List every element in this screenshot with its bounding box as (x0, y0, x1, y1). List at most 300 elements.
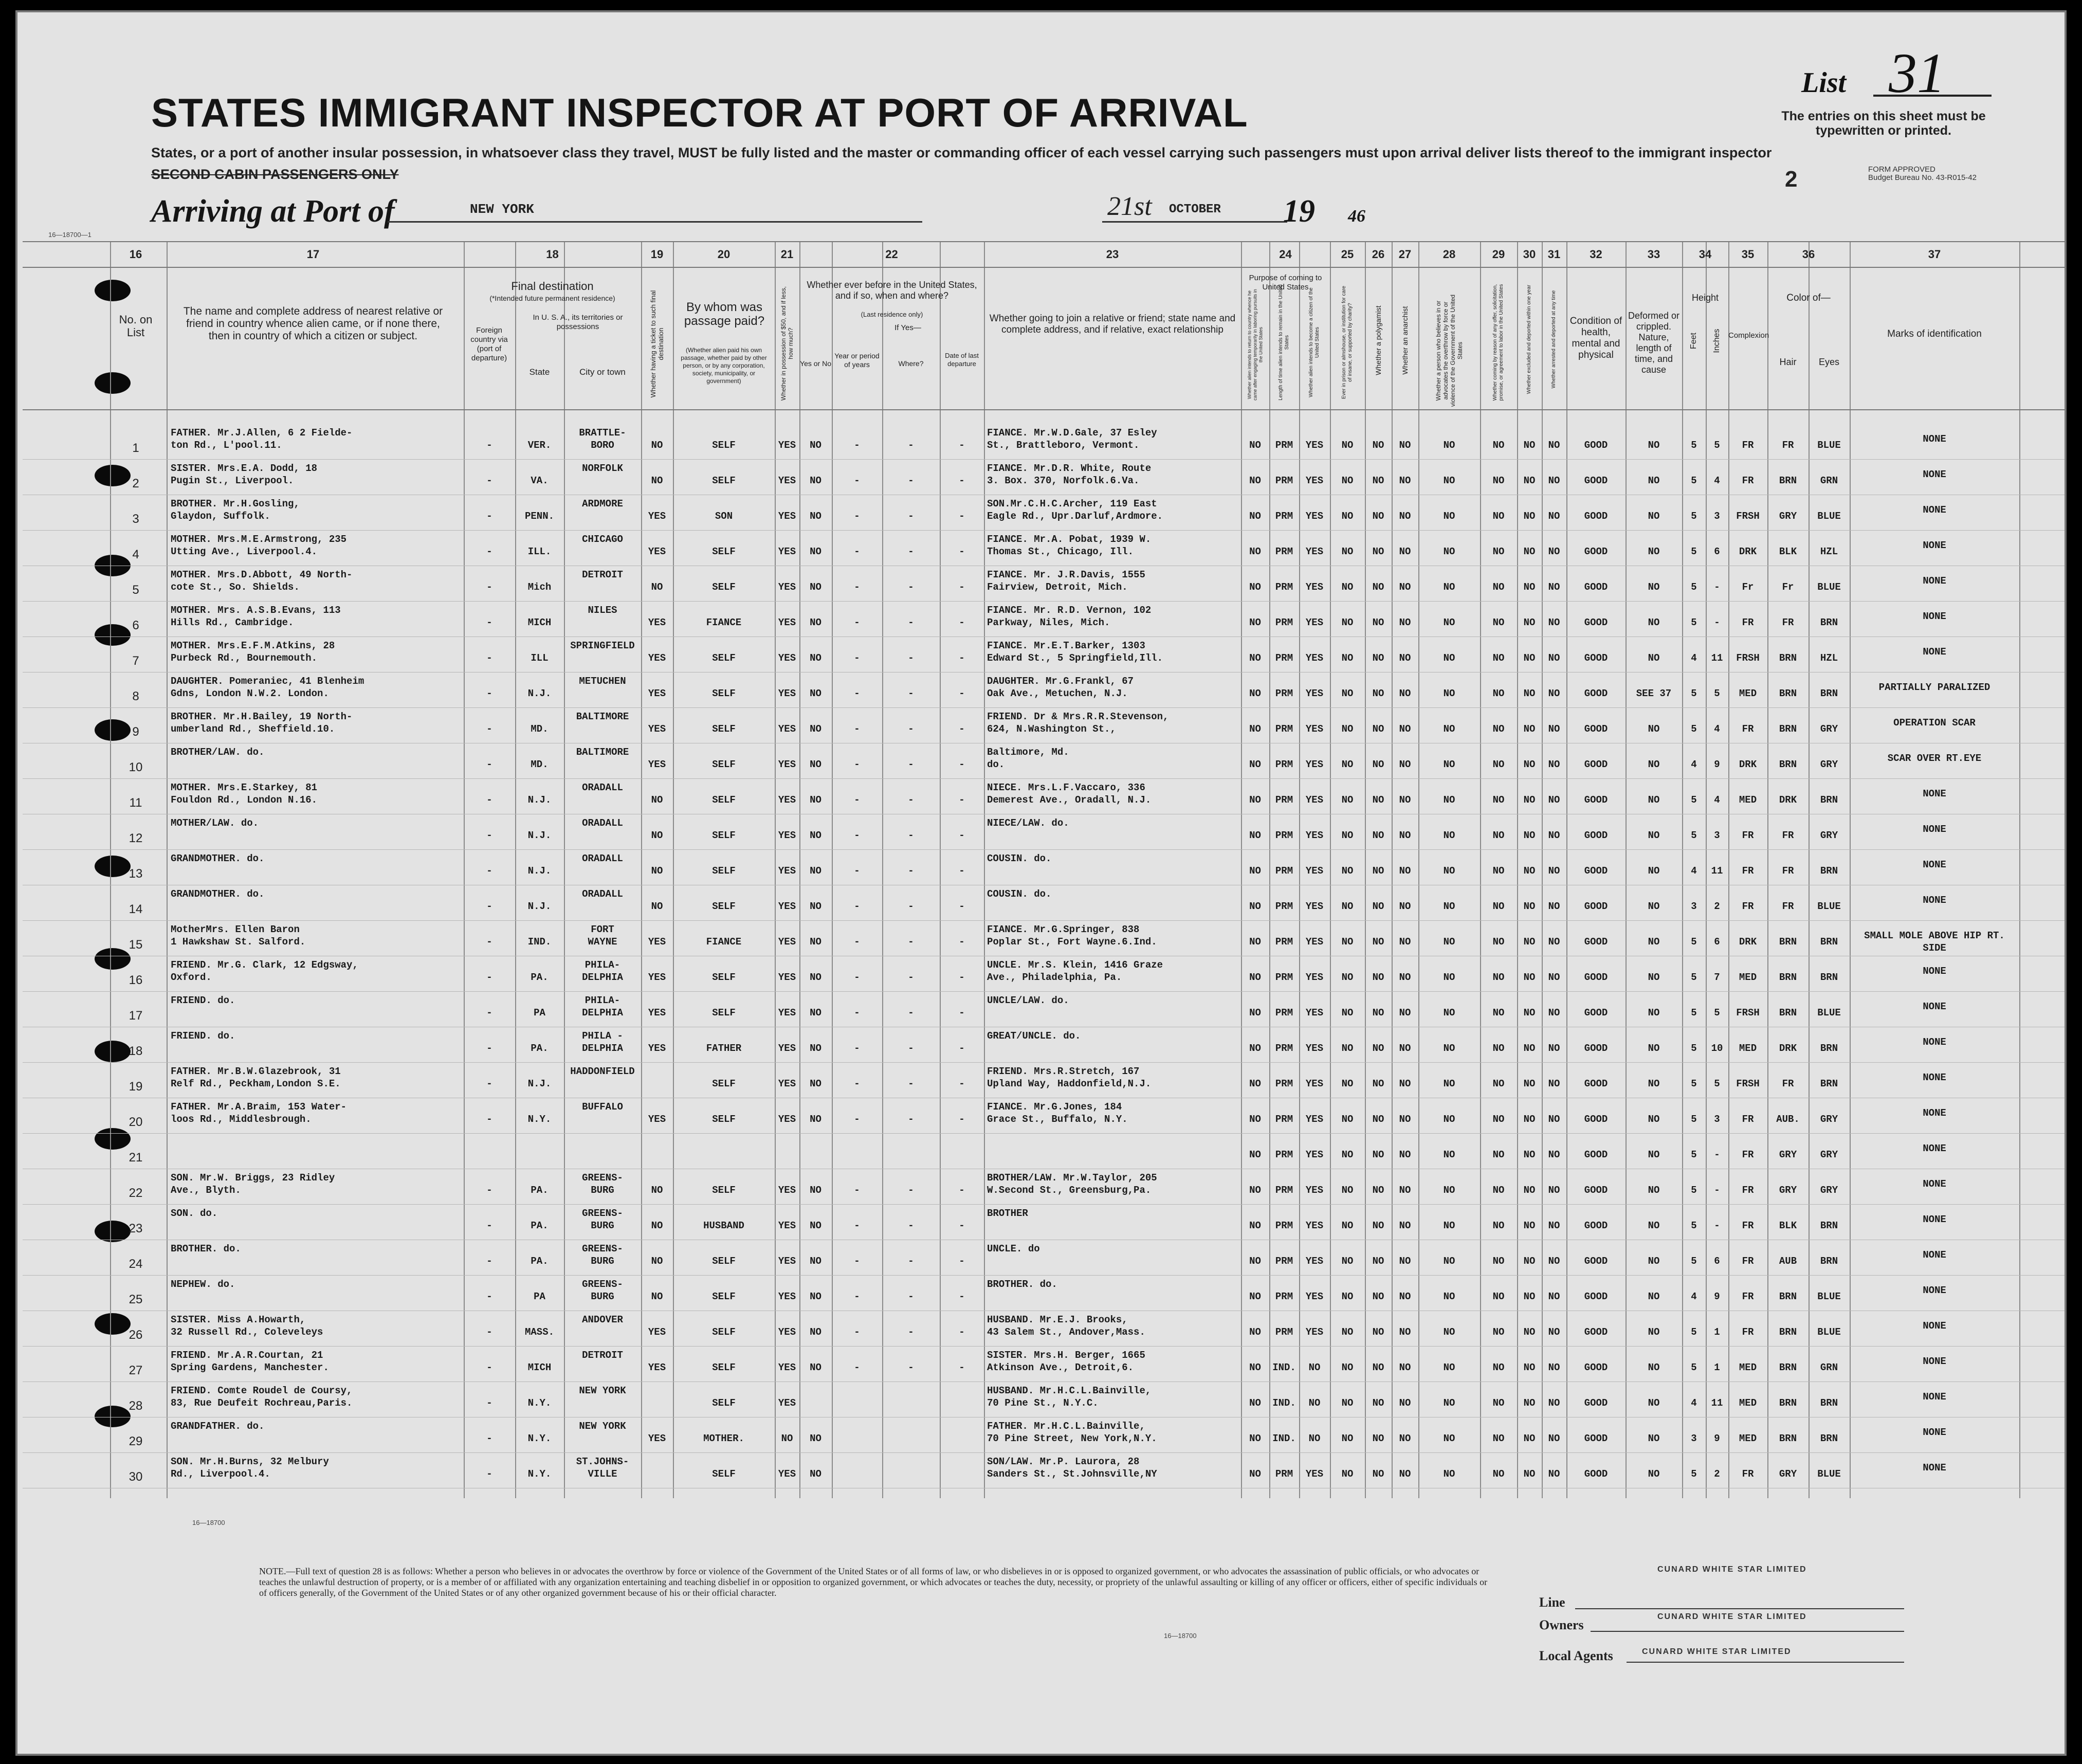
cell-p3: YES (1305, 865, 1324, 877)
cell-marks: NONE (1923, 540, 1946, 551)
cell-health: GOOD (1584, 1078, 1608, 1089)
cell-p3: YES (1305, 901, 1324, 912)
cell-hair: FR (1782, 830, 1794, 841)
cell-q25: NO (1341, 581, 1354, 593)
cell-q28: NO (1443, 617, 1455, 628)
relative-address-line1: FATHER. Mr.B.W.Glazebrook, 31 (171, 1066, 341, 1077)
cell-deformed: NO (1648, 1433, 1660, 1444)
header-deformed: Deformed or crippled. Nature, length of time, and cause (1628, 311, 1680, 375)
relative-address-line1: FRIEND. Comte Roudel de Coursy, (171, 1385, 353, 1396)
cell-foreign: - (486, 1433, 492, 1444)
cell-q31: NO (1548, 865, 1560, 877)
cell-foreign: - (486, 865, 492, 877)
column-number: 20 (717, 248, 730, 261)
cell-where: - (908, 440, 914, 451)
relative-address-line1: NEPHEW. do. (171, 1279, 235, 1290)
cell-q30: NO (1523, 901, 1536, 912)
cell-p1: NO (1249, 1291, 1261, 1302)
column-number: 36 (1802, 248, 1815, 261)
cell-in: 9 (1714, 1291, 1720, 1302)
cell-year: - (854, 1185, 860, 1196)
cell-in: 7 (1714, 972, 1720, 983)
cell-comp: DRK (1739, 759, 1757, 770)
cell-in: - (1714, 1185, 1720, 1196)
cell-health: GOOD (1584, 546, 1608, 557)
cell-paid: SELF (712, 865, 736, 877)
cell-q29: NO (1492, 1220, 1505, 1231)
cell-date: - (959, 475, 965, 486)
cell-yn: NO (810, 1114, 821, 1125)
cell-deformed: NO (1648, 581, 1660, 593)
cell-ticket: YES (648, 1433, 666, 1444)
cell-health: GOOD (1584, 1362, 1608, 1373)
cell-q28: NO (1443, 546, 1455, 557)
cell-deformed: NO (1648, 1468, 1660, 1480)
cell-p3: YES (1305, 511, 1324, 522)
form-code-bottom: 16—18700 (192, 1519, 225, 1526)
cell-year: - (854, 759, 860, 770)
joining-line1: Baltimore, Md. (987, 747, 1069, 758)
cell-p3: YES (1305, 652, 1324, 664)
cell-hair: BRN (1779, 1291, 1797, 1302)
cell-marks: NONE (1923, 1427, 1946, 1438)
cell-health: GOOD (1584, 723, 1608, 735)
cell-eyes: BRN (1820, 1433, 1838, 1444)
cell-foreign: - (486, 1256, 492, 1267)
cell-yn: NO (810, 1220, 821, 1231)
cell-paid: SELF (712, 830, 736, 841)
cell-q31: NO (1548, 1043, 1560, 1054)
cell-q28: NO (1443, 1007, 1455, 1019)
cell-q26: NO (1372, 1078, 1384, 1089)
cell-state: MICH (527, 617, 552, 628)
cell-paid: SELF (712, 581, 736, 593)
relative-address-line1: BROTHER/LAW. do. (171, 747, 265, 758)
cell-q27: NO (1399, 1326, 1411, 1338)
cell-q25: NO (1341, 546, 1354, 557)
row-number: 16 (129, 973, 143, 987)
cell-q28: NO (1443, 1149, 1455, 1160)
cell-money: YES (778, 1220, 796, 1231)
row-number: 20 (129, 1115, 143, 1129)
cell-q29: NO (1492, 1007, 1505, 1019)
cell-money: YES (778, 688, 796, 699)
joining-line2: Grace St., Buffalo, N.Y. (987, 1114, 1128, 1125)
cell-q29: NO (1492, 936, 1505, 948)
cell-year: - (854, 1326, 860, 1338)
header-joining: Whether going to join a relative or friend; state name and complete address, and if relative, exact relationship (989, 313, 1236, 335)
joining-line2: Atkinson Ave., Detroit,6. (987, 1362, 1134, 1373)
cell-q29: NO (1492, 652, 1505, 664)
cell-yn: NO (810, 688, 821, 699)
cell-q29: NO (1492, 1114, 1505, 1125)
header-marks: Marks of identification (1887, 329, 1982, 339)
relative-address-line2: cote St., So. Shields. (171, 581, 300, 593)
cell-q27: NO (1399, 759, 1411, 770)
header-hair: Hair (1779, 357, 1797, 367)
cell-q31: NO (1548, 688, 1560, 699)
cell-q31: NO (1548, 901, 1560, 912)
cell-q25: NO (1341, 617, 1354, 628)
cell-q29: NO (1492, 865, 1505, 877)
owners-value: CUNARD WHITE STAR LIMITED (1657, 1612, 1807, 1621)
cell-p3: YES (1305, 1149, 1324, 1160)
cell-q28: NO (1443, 652, 1455, 664)
cell-ticket: YES (648, 688, 666, 699)
destination-city-line1: FORT (591, 924, 614, 935)
cell-foreign: - (486, 511, 492, 522)
cell-paid: SELF (712, 723, 736, 735)
cell-money: YES (778, 1468, 796, 1480)
cell-p1: NO (1249, 511, 1261, 522)
cell-money: YES (778, 511, 796, 522)
cell-p2: IND. (1272, 1362, 1296, 1373)
cell-q28: NO (1443, 1043, 1455, 1054)
cell-state: IND. (527, 936, 552, 948)
row-number: 26 (129, 1328, 143, 1342)
cell-ticket: YES (648, 617, 666, 628)
punch-hole (95, 1128, 131, 1150)
cell-p1: NO (1249, 759, 1261, 770)
destination-city-line1: BALTIMORE (576, 711, 629, 722)
row-rule (23, 707, 2067, 708)
cell-state: N.J. (527, 1078, 552, 1089)
cell-where: - (908, 759, 914, 770)
destination-city-line1: PHILA - (582, 1030, 623, 1042)
cell-health: GOOD (1584, 1185, 1608, 1196)
cell-p2: PRM (1275, 1114, 1293, 1125)
cell-hair: AUB. (1776, 1114, 1800, 1125)
cell-deformed: NO (1648, 1078, 1660, 1089)
cell-hair: DRK (1779, 794, 1797, 806)
cell-p3: YES (1305, 794, 1324, 806)
cell-p2: PRM (1275, 901, 1293, 912)
relative-address-line2: Glaydon, Suffolk. (171, 511, 270, 522)
line-underline (1575, 1608, 1904, 1609)
cell-q28: NO (1443, 865, 1455, 877)
cell-foreign: - (486, 1291, 492, 1302)
agents-underline (1627, 1662, 1904, 1663)
form-approved: FORM APPROVED Budget Bureau No. 43-R015-42 (1868, 165, 1977, 182)
cell-ticket: YES (648, 759, 666, 770)
cell-ft: 5 (1691, 830, 1697, 841)
cell-q29: NO (1492, 1326, 1505, 1338)
cell-paid: SELF (712, 1185, 736, 1196)
cell-ft: 4 (1691, 759, 1697, 770)
row-number: 12 (129, 831, 143, 845)
cell-q30: NO (1523, 546, 1536, 557)
relative-address-line1: FRIEND. do. (171, 995, 235, 1006)
cell-hair: BLK (1779, 546, 1797, 557)
joining-line1: BROTHER. do. (987, 1279, 1057, 1290)
cell-ft: 5 (1691, 581, 1697, 593)
cell-deformed: NO (1648, 936, 1660, 948)
cell-comp: FR (1742, 1149, 1754, 1160)
column-rule (984, 241, 985, 1498)
header-ticket: Whether having a ticket to such final destination (649, 290, 665, 398)
cell-eyes: BLUE (1817, 440, 1841, 451)
cell-deformed: NO (1648, 1220, 1660, 1231)
cell-deformed: NO (1648, 1114, 1660, 1125)
cell-ticket: NO (651, 865, 663, 877)
cell-q27: NO (1399, 1291, 1411, 1302)
port-underline (388, 221, 922, 223)
cell-paid: FATHER (706, 1043, 742, 1054)
cell-hair: BRN (1779, 475, 1797, 486)
cell-ft: 5 (1691, 1043, 1697, 1054)
owners-label: Owners (1539, 1617, 1584, 1632)
relative-address-line1: SISTER. Miss A.Howarth, (171, 1314, 306, 1325)
cell-q29: NO (1492, 1468, 1505, 1480)
cell-q26: NO (1372, 1362, 1384, 1373)
cell-year: - (854, 865, 860, 877)
destination-city-line2: WAYNE (588, 936, 617, 948)
cell-year: - (854, 652, 860, 664)
relative-address-line2: Relf Rd., Peckham,London S.E. (171, 1078, 341, 1089)
cell-ticket: NO (651, 475, 663, 486)
column-rule (110, 241, 111, 1498)
cell-yn: NO (810, 546, 821, 557)
cell-date: - (959, 901, 965, 912)
cell-money: YES (778, 1078, 796, 1089)
cell-foreign: - (486, 652, 492, 664)
cell-date: - (959, 759, 965, 770)
cell-yn: NO (810, 1291, 821, 1302)
cell-foreign: - (486, 440, 492, 451)
cell-foreign: - (486, 1043, 492, 1054)
cell-state: N.J. (527, 794, 552, 806)
cell-where: - (908, 1220, 914, 1231)
cell-q30: NO (1523, 1291, 1536, 1302)
cell-p2: PRM (1275, 581, 1293, 593)
cell-date: - (959, 1007, 965, 1019)
cell-q30: NO (1523, 1114, 1536, 1125)
cell-where: - (908, 1078, 914, 1089)
header-foreign-country: Foreign country via (port of departure) (470, 326, 508, 362)
cell-q30: NO (1523, 688, 1536, 699)
cell-year: - (854, 972, 860, 983)
cell-q28: NO (1443, 1185, 1455, 1196)
cell-q27: NO (1399, 936, 1411, 948)
cell-q31: NO (1548, 1326, 1560, 1338)
cell-health: GOOD (1584, 1149, 1608, 1160)
destination-city-line1: GREENS- (582, 1172, 623, 1184)
cell-date: - (959, 546, 965, 557)
cell-eyes: BRN (1820, 1256, 1838, 1267)
cell-paid: SELF (712, 1256, 736, 1267)
cell-state: N.Y. (527, 1468, 552, 1480)
arrival-month: OCTOBER (1169, 203, 1221, 216)
cell-money: YES (778, 1362, 796, 1373)
cell-health: GOOD (1584, 440, 1608, 451)
cell-paid: SELF (712, 901, 736, 912)
cell-ft: 5 (1691, 1362, 1697, 1373)
cell-q26: NO (1372, 581, 1384, 593)
cell-marks: NONE (1923, 504, 1946, 516)
cell-q26: NO (1372, 1397, 1384, 1409)
header-feet: Feet (1689, 333, 1698, 350)
cell-foreign: - (486, 972, 492, 983)
cell-marks: NONE (1923, 1107, 1946, 1119)
cell-yn: NO (810, 1326, 821, 1338)
cell-in: 1 (1714, 1362, 1720, 1373)
line-label: Line (1539, 1595, 1565, 1610)
cell-q28: NO (1443, 1433, 1455, 1444)
column-number: 34 (1699, 248, 1712, 261)
cell-marks: NONE (1923, 1178, 1946, 1190)
list-underline (1873, 95, 1992, 97)
cell-q29: NO (1492, 581, 1505, 593)
cell-p3: YES (1305, 1114, 1324, 1125)
cell-p1: NO (1249, 1362, 1261, 1373)
cell-foreign: - (486, 1397, 492, 1409)
cell-where: - (908, 1043, 914, 1054)
row-number: 19 (129, 1080, 143, 1094)
cell-marks: NONE (1923, 1001, 1946, 1012)
cell-q31: NO (1548, 759, 1560, 770)
cell-year: - (854, 1256, 860, 1267)
cell-state: PA (534, 1291, 545, 1302)
column-number: 31 (1547, 248, 1561, 261)
cell-deformed: NO (1648, 1397, 1660, 1409)
page-number: 2 (1785, 167, 1798, 192)
joining-line2: Eagle Rd., Upr.Darluf,Ardmore. (987, 511, 1163, 522)
destination-city-line1: ORADALL (582, 817, 623, 829)
joining-line1: FRIEND. Dr & Mrs.R.R.Stevenson, (987, 711, 1169, 722)
cell-date: - (959, 511, 965, 522)
cell-state: ILL (531, 652, 549, 664)
cell-p2: IND. (1272, 1397, 1296, 1409)
cell-p1: NO (1249, 1256, 1261, 1267)
cell-q25: NO (1341, 440, 1354, 451)
joining-line1: FATHER. Mr.H.C.L.Bainville, (987, 1421, 1145, 1432)
cell-money: YES (778, 1043, 796, 1054)
column-number: 32 (1590, 248, 1602, 261)
cell-health: GOOD (1584, 901, 1608, 912)
cell-foreign: - (486, 794, 492, 806)
row-rule (23, 1452, 2067, 1453)
row-number: 6 (132, 619, 139, 632)
cell-p1: NO (1249, 830, 1261, 841)
cell-in: 6 (1714, 936, 1720, 948)
joining-line1: UNCLE. do (987, 1243, 1040, 1254)
cell-ticket: NO (651, 1291, 663, 1302)
cell-in: 3 (1714, 830, 1720, 841)
cell-paid: SELF (712, 1362, 736, 1373)
cell-marks: PARTIALLY PARALIZED (1878, 682, 1990, 693)
cell-paid: SELF (712, 1007, 736, 1019)
cell-year: - (854, 1007, 860, 1019)
cell-q28: NO (1443, 972, 1455, 983)
cell-year: - (854, 581, 860, 593)
cell-q31: NO (1548, 1185, 1560, 1196)
cell-money: NO (781, 1433, 793, 1444)
relative-address-line1: MOTHER. Mrs.D.Abbott, 49 North- (171, 569, 353, 580)
joining-line1: FIANCE. Mr.A. Pobat, 1939 W. (987, 534, 1152, 545)
cell-q30: NO (1523, 440, 1536, 451)
cell-money: YES (778, 1185, 796, 1196)
column-number: 23 (1106, 248, 1119, 261)
cell-p2: PRM (1275, 936, 1293, 948)
cell-date: - (959, 865, 965, 877)
cell-q27: NO (1399, 1256, 1411, 1267)
cell-q28: NO (1443, 581, 1455, 593)
cell-yn: NO (810, 794, 821, 806)
cell-hair: GRY (1779, 1185, 1797, 1196)
cell-deformed: NO (1648, 901, 1660, 912)
cell-state: MD. (531, 759, 549, 770)
cell-comp: FR (1742, 1468, 1754, 1480)
cell-q30: NO (1523, 972, 1536, 983)
cell-q28: NO (1443, 901, 1455, 912)
joining-line2: Fairview, Detroit, Mich. (987, 581, 1128, 593)
cell-in: 2 (1714, 1468, 1720, 1480)
header-q30: Whether excluded and deported within one year (1526, 284, 1532, 394)
cell-q26: NO (1372, 794, 1384, 806)
destination-city-line1: ST.JOHNS- (576, 1456, 629, 1467)
row-number: 24 (129, 1257, 143, 1271)
cell-date: - (959, 936, 965, 948)
cell-in: 6 (1714, 546, 1720, 557)
cell-date: - (959, 440, 965, 451)
cell-q29: NO (1492, 511, 1505, 522)
destination-city-line1: NEW YORK (579, 1421, 626, 1432)
cell-q30: NO (1523, 936, 1536, 948)
cell-p2: PRM (1275, 794, 1293, 806)
cell-deformed: NO (1648, 830, 1660, 841)
cell-paid: SON (715, 511, 733, 522)
cell-foreign: - (486, 1114, 492, 1125)
cell-q26: NO (1372, 546, 1384, 557)
cell-q30: NO (1523, 475, 1536, 486)
destination-city-line1: GREENS- (582, 1208, 623, 1219)
cell-q31: NO (1548, 972, 1560, 983)
row-number: 21 (129, 1151, 143, 1165)
cell-p1: NO (1249, 1326, 1261, 1338)
row-number: 8 (132, 689, 139, 703)
relative-address-line2: Gdns, London N.W.2. London. (171, 688, 329, 699)
cell-p2: IND. (1272, 1433, 1296, 1444)
cell-q31: NO (1548, 1362, 1560, 1373)
cell-ticket: YES (648, 1007, 666, 1019)
cell-p3: YES (1305, 475, 1324, 486)
cell-eyes: BRN (1820, 794, 1838, 806)
cell-q28: NO (1443, 1220, 1455, 1231)
cell-p2: PRM (1275, 1149, 1293, 1160)
cell-q29: NO (1492, 1043, 1505, 1054)
relative-address-line1: GRANDMOTHER. do. (171, 888, 265, 900)
row-number: 18 (129, 1044, 143, 1058)
cell-year: - (854, 901, 860, 912)
header-q28: Whether a person who believes in or advocates the overthrow by force or violence of the Government of the United States (1435, 294, 1464, 407)
cell-paid: SELF (712, 794, 736, 806)
arrival-year-suffix: 46 (1348, 207, 1365, 226)
cell-state: N.Y. (527, 1397, 552, 1409)
cell-q26: NO (1372, 688, 1384, 699)
destination-city-line2: BURG (591, 1220, 614, 1231)
cell-money: YES (778, 581, 796, 593)
joining-line1: NIECE/LAW. do. (987, 817, 1069, 829)
row-rule (23, 1062, 2067, 1063)
cell-p3: YES (1305, 1185, 1324, 1196)
column-number: 21 (780, 248, 794, 261)
cell-ft: 5 (1691, 617, 1697, 628)
cell-comp: MED (1739, 1043, 1757, 1054)
cell-p3: YES (1305, 1256, 1324, 1267)
joining-line1: SON.Mr.C.H.C.Archer, 119 East (987, 498, 1157, 510)
cell-health: GOOD (1584, 617, 1608, 628)
cell-hair: BRN (1779, 1433, 1797, 1444)
